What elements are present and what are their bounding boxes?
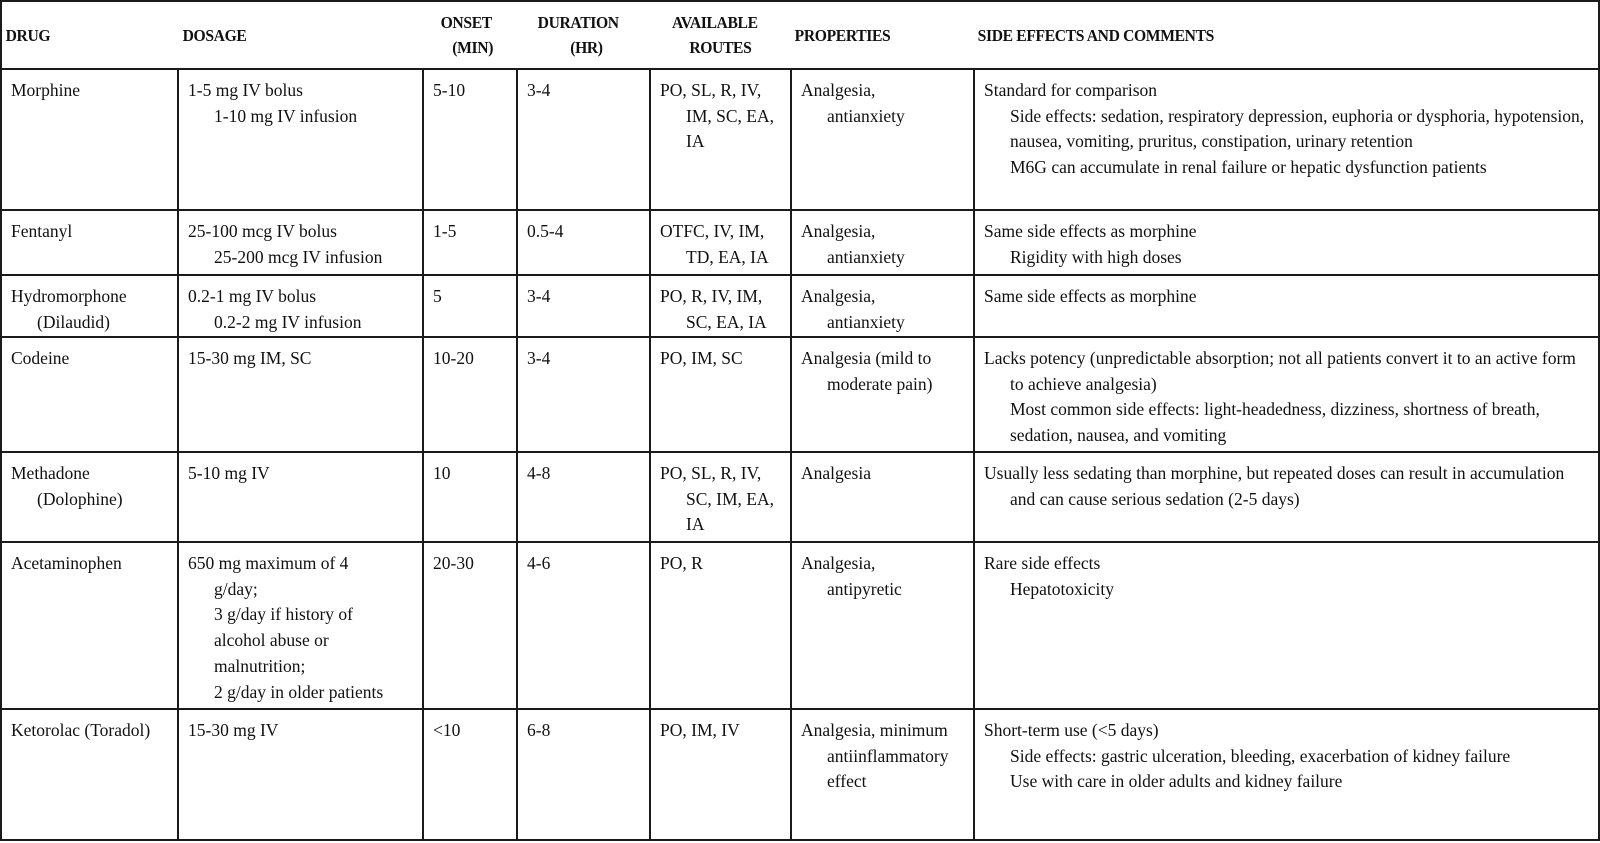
drug-cell [1,542,178,709]
dosage-line: 15-30 mg IM, SC [188,348,312,368]
duration-value: 0.5-4 [527,221,564,241]
comment-lead: Same side effects as morphine [984,221,1197,241]
comment-lead: Standard for comparison [984,80,1158,100]
comment-sub: Hepatotoxicity [1010,578,1115,599]
dosage-line: 650 mg maximum of 4 [188,553,349,573]
drug-name: Ketorolac (Toradol) [11,720,151,740]
routes-line: PO, R [660,553,703,573]
properties-cell [791,275,974,337]
onset-value: 5 [433,286,442,306]
comments-cell [974,452,1599,542]
dosage-line: 5-10 mg IV [188,463,270,483]
drug-name: (Dilaudid) [37,311,110,332]
header-dosage: DOSAGE [178,1,403,69]
dosage-cell [178,69,423,210]
dosage-line: 1-5 mg IV bolus [188,80,303,100]
properties-line: antianxiety [827,105,905,126]
onset-cell [423,210,517,275]
comment-lead: Lacks potency (unpredictable absorption; not all patients convert it to an active form to achieve analgesia) [984,348,1576,394]
duration-value: 4-6 [527,553,551,573]
onset-value: 10 [433,463,451,483]
properties-cell [791,210,974,275]
comments-cell [974,542,1599,709]
comment-sub: Most common side effects: light-headedness, dizziness, shortness of breath, sedation, nausea, and vomiting [1010,399,1540,446]
drug-name: Morphine [11,80,81,100]
onset-value: <10 [433,720,461,740]
dosage-cell [178,709,423,840]
duration-value: 3-4 [527,80,551,100]
routes-line: PO, SL, R, IV, [660,463,762,483]
table-row [1,337,1599,452]
table-header [1,1,1599,69]
onset-value: 10-20 [433,348,474,368]
comment-lead: Short-term use (<5 days) [984,720,1159,740]
duration-cell [517,709,650,840]
dosage-line: 1-10 mg IV infusion [214,105,358,126]
routes-line: TD, EA, IA [686,246,769,267]
routes-line: PO, IM, SC [660,348,743,368]
header-duration: DURATION (HR) [517,1,639,69]
properties-line: Analgesia (mild to [801,348,932,368]
duration-value: 4-8 [527,463,551,483]
routes-cell [650,69,791,210]
dosage-line: 2 g/day in older patients [214,681,384,702]
properties-line: moderate pain) [827,373,933,394]
header-side-effects: SIDE EFFECTS AND COMMENTS [974,1,1549,69]
properties-line: Analgesia, [801,80,876,100]
duration-cell [517,542,650,709]
routes-cell [650,452,791,542]
drug-cell [1,210,178,275]
dosage-cell [178,337,423,452]
drug-name: Fentanyl [11,221,73,241]
properties-line: antianxiety [827,311,905,332]
drug-cell [1,337,178,452]
header-drug: DRUG [1,1,164,69]
duration-cell [517,337,650,452]
properties-line: antipyretic [827,578,902,599]
properties-cell [791,452,974,542]
properties-cell [791,542,974,709]
duration-value: 3-4 [527,286,551,306]
onset-cell [423,69,517,210]
onset-cell [423,275,517,337]
comment-lead: Rare side effects [984,553,1101,573]
drug-cell [1,709,178,840]
routes-line: OTFC, IV, IM, [660,221,765,241]
comment-sub: Rigidity with high doses [1010,246,1182,267]
table-row [1,542,1599,709]
table-row [1,275,1599,337]
duration-value: 3-4 [527,348,551,368]
onset-cell [423,542,517,709]
properties-line: Analgesia, [801,286,876,306]
routes-line: PO, R, IV, IM, [660,286,763,306]
comment-lead: Same side effects as morphine [984,286,1197,306]
onset-value: 5-10 [433,80,466,100]
table-row [1,709,1599,840]
routes-cell [650,709,791,840]
dosage-cell [178,452,423,542]
properties-cell [791,709,974,840]
table-body [1,69,1599,840]
dosage-line: 15-30 mg IV [188,720,279,740]
properties-cell [791,69,974,210]
dosage-line: 25-100 mcg IV bolus [188,221,337,241]
drug-cell [1,69,178,210]
onset-value: 1-5 [433,221,457,241]
header-onset: ONSET (MIN) [423,1,509,69]
duration-cell [517,210,650,275]
dosage-line: 25-200 mcg IV infusion [214,246,383,267]
routes-cell [650,275,791,337]
drug-name: Hydromorphone [11,286,127,306]
routes-line: IA [686,514,705,535]
routes-line: SC, IM, EA, [686,488,774,509]
routes-line: PO, IM, IV [660,720,740,740]
routes-cell [650,542,791,709]
onset-cell [423,337,517,452]
duration-cell [517,69,650,210]
drug-cell [1,275,178,337]
table-row [1,210,1599,275]
routes-cell [650,210,791,275]
comment-sub: Side effects: sedation, respiratory depression, euphoria or dysphoria, hypotension, nausea, vomiting, pruritus, constipation, urinary retention [1010,105,1585,152]
properties-line: effect [827,771,867,792]
drug-name: (Dolophine) [37,488,123,509]
comments-cell [974,709,1599,840]
properties-line: antianxiety [827,246,905,267]
drug-cell [1,452,178,542]
dosage-cell [178,275,423,337]
properties-line: antiinflammatory [827,745,949,766]
header-properties: PROPERTIES [791,1,959,69]
dosage-cell [178,210,423,275]
comments-cell [974,210,1599,275]
dosage-cell [178,542,423,709]
comments-cell [974,69,1599,210]
dosage-line: alcohol abuse or [214,630,329,651]
comment-sub: Use with care in older adults and kidney failure [1010,771,1343,792]
comment-sub: M6G can accumulate in renal failure or hepatic dysfunction patients [1010,157,1487,178]
comments-cell [974,337,1599,452]
drug-name: Methadone [11,463,90,483]
onset-cell [423,452,517,542]
dosage-line: 0.2-2 mg IV infusion [214,311,362,332]
routes-line: SC, EA, IA [686,311,767,332]
table-row [1,69,1599,210]
drug-name: Codeine [11,348,70,368]
table-row [1,452,1599,542]
dosage-line: malnutrition; [214,655,306,676]
duration-value: 6-8 [527,720,551,740]
duration-cell [517,452,650,542]
drug-name: Acetaminophen [11,553,122,573]
header-routes: AVAILABLE ROUTES [650,1,780,69]
comment-lead: Usually less sedating than morphine, but repeated doses can result in accumulation and can cause serious sedation (2-5 days) [984,463,1565,509]
comments-cell [974,275,1599,337]
properties-line: Analgesia, [801,553,876,573]
properties-line: Analgesia [801,463,871,483]
properties-cell [791,337,974,452]
duration-cell [517,275,650,337]
onset-value: 20-30 [433,553,474,573]
dosage-line: g/day; [214,578,258,599]
comment-sub: Side effects: gastric ulceration, bleeding, exacerbation of kidney failure [1010,745,1511,766]
onset-cell [423,709,517,840]
routes-line: IA [686,131,705,152]
routes-line: PO, SL, R, IV, [660,80,762,100]
properties-line: Analgesia, [801,221,876,241]
dosage-line: 0.2-1 mg IV bolus [188,286,317,306]
dosage-line: 3 g/day if history of [214,604,354,625]
routes-line: IM, SC, EA, [686,105,774,126]
properties-line: Analgesia, minimum [801,720,948,740]
routes-cell [650,337,791,452]
